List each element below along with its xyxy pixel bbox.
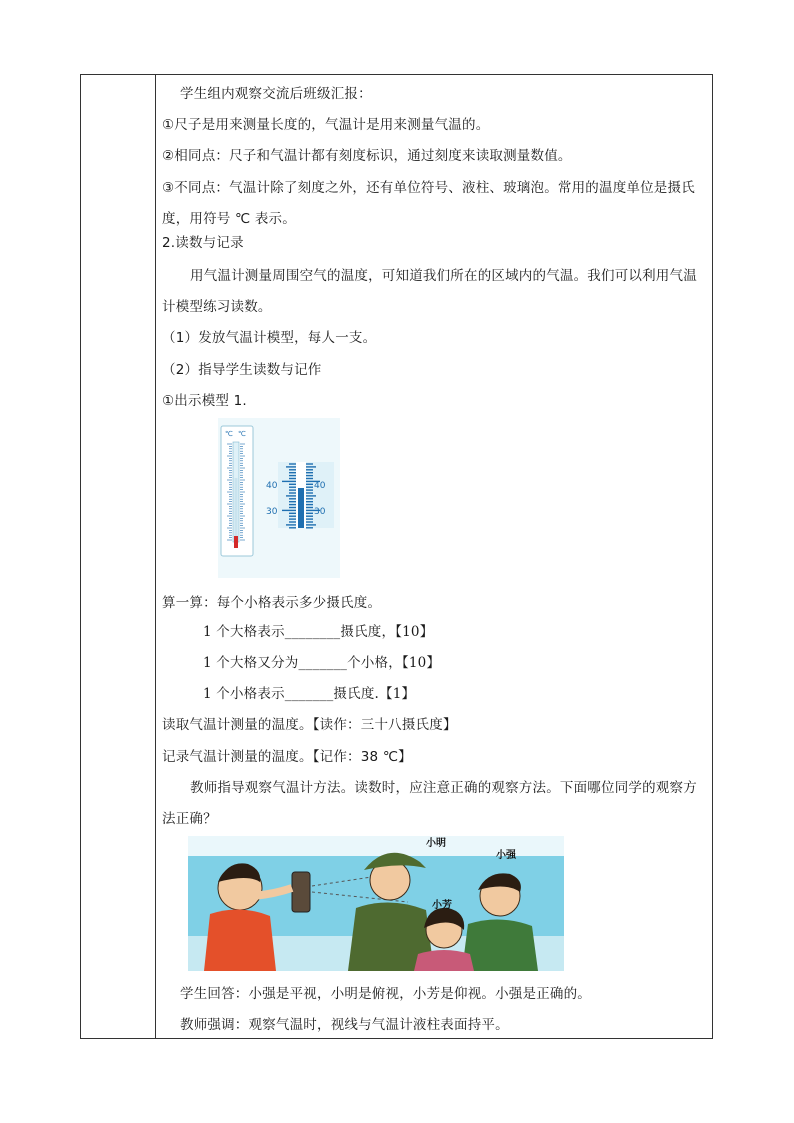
scale-mark-30-left: 30: [266, 507, 278, 517]
thermometer-model-figure: [218, 418, 340, 578]
report-intro: 学生组内观察交流后班级汇报：: [180, 86, 372, 102]
recording-instruction: 记录气温计测量的温度。【记作：38 ℃】: [162, 749, 412, 765]
question-1: 1 个大格表示________摄氏度，【10】: [203, 624, 434, 640]
label-xiaofang: 小芳: [432, 900, 452, 911]
point-1: ①尺子是用来测量长度的，气温计是用来测量气温的。: [162, 117, 490, 133]
point-2: ②相同点：尺子和气温计都有刻度标识，通过刻度来读取测量数值。: [162, 148, 572, 164]
section-heading-2: 2.读数与记录: [162, 235, 244, 251]
question-2: 1 个大格又分为_______个小格，【10】: [203, 655, 441, 671]
point-3-line-1: ③不同点：气温计除了刻度之外，还有单位符号、液柱、玻璃泡。常用的温度单位是摄氏: [162, 180, 695, 196]
point-3-line-2: 度，用符号 ℃ 表示。: [162, 211, 296, 227]
label-xiaoqiang: 小强: [496, 850, 516, 861]
paragraph-1-line-2: 计模型练习读数。: [162, 299, 272, 315]
reading-instruction: 读取气温计测量的温度。【读作：三十八摄氏度】: [162, 717, 457, 733]
label-xiaoming: 小明: [426, 838, 446, 849]
thermometer-unit-left: ℃: [225, 430, 233, 438]
model-1-label: ①出示模型 1.: [162, 393, 247, 409]
step-2: （2）指导学生读数与记作: [162, 362, 322, 378]
teacher-guide-line-2: 法正确？: [162, 811, 217, 827]
step-1: （1）发放气温计模型，每人一支。: [162, 330, 377, 346]
question-3: 1 个小格表示_______摄氏度.【1】: [203, 686, 416, 702]
paragraph-1-line-1: 用气温计测量周围空气的温度，可知道我们所在的区域内的气温。我们可以利用气温: [190, 268, 697, 284]
observation-illustration: [188, 836, 564, 971]
teacher-guide-line-1: 教师指导观察气温计方法。读数时，应注意正确的观察方法。下面哪位同学的观察方: [190, 780, 697, 796]
student-answer: 学生回答：小强是平视，小明是俯视，小芳是仰视。小强是正确的。: [180, 986, 591, 1002]
thermometer-unit-right: ℃: [238, 430, 246, 438]
scale-mark-40-left: 40: [266, 481, 278, 491]
calc-prompt: 算一算：每个小格表示多少摄氏度。: [162, 595, 382, 611]
teacher-emphasis: 教师强调：观察气温时，视线与气温计液柱表面持平。: [180, 1017, 509, 1033]
scale-mark-30-right: 30: [314, 507, 326, 517]
table-column-divider: [155, 74, 156, 1039]
scale-mark-40-right: 40: [314, 481, 326, 491]
